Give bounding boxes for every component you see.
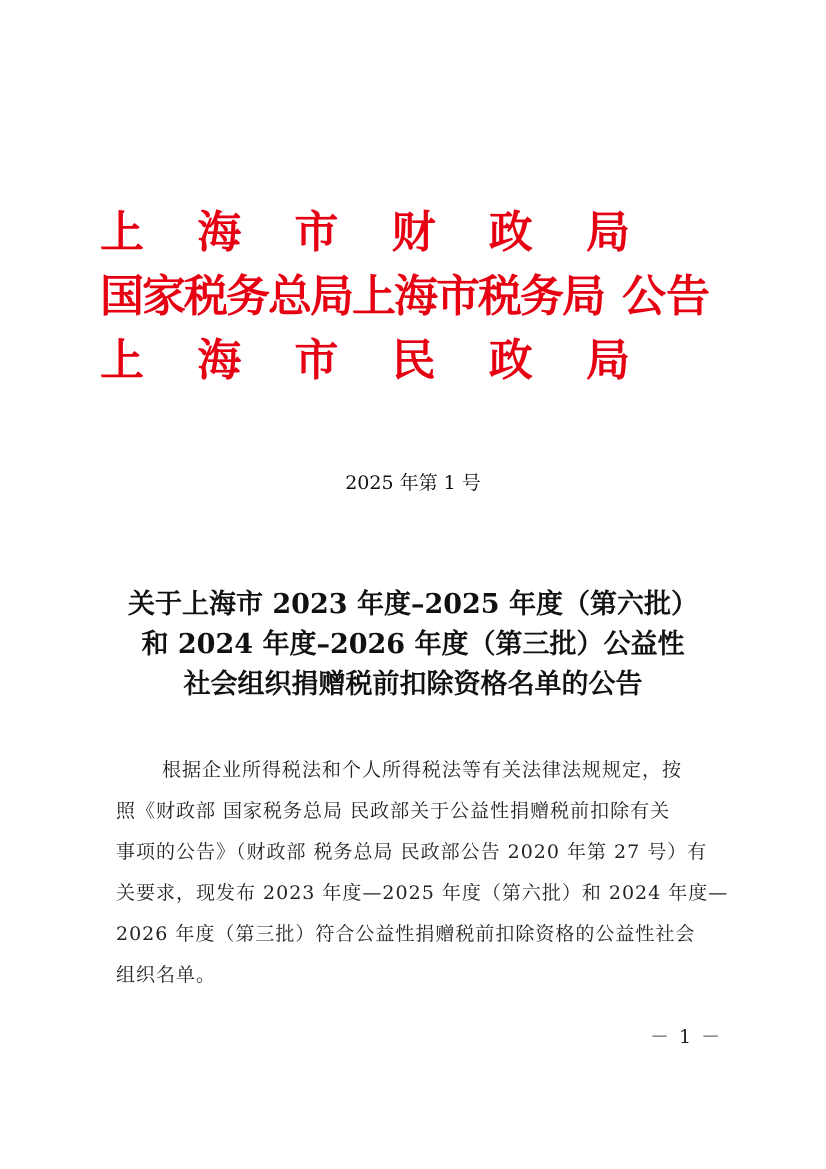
masthead-char: 海 bbox=[197, 207, 242, 258]
masthead-tax-bureau-name: 国家税务总局上海市税务局 bbox=[100, 271, 604, 322]
masthead-char: 市 bbox=[294, 335, 339, 386]
masthead-line-finance-bureau bbox=[100, 196, 630, 260]
masthead-char: 市 bbox=[294, 207, 339, 258]
page-number: － 1 － bbox=[650, 1026, 723, 1048]
title-line: 和 2024 年度–2026 年度（第三批）公益性 bbox=[141, 629, 685, 660]
masthead-char: 财 bbox=[391, 207, 436, 258]
masthead-announcement-label: 公告 bbox=[622, 271, 710, 322]
body-line: 照《财政部 国家税务总局 民政部关于公益性捐赠税前扣除有关 bbox=[116, 800, 671, 822]
masthead-char: 海 bbox=[197, 335, 242, 386]
masthead-line-tax-bureau bbox=[100, 260, 740, 324]
masthead-char: 民 bbox=[391, 335, 436, 386]
body-line: 根据企业所得税法和个人所得税法等有关法律法规规定，按 bbox=[162, 759, 683, 781]
masthead-line-civil-affairs-bureau bbox=[100, 324, 630, 388]
body-line: 关要求，现发布 2023 年度—2025 年度（第六批）和 2024 年度— bbox=[116, 882, 729, 904]
masthead-char: 上 bbox=[100, 207, 144, 258]
title-line: 社会组织捐赠税前扣除资格名单的公告 bbox=[183, 669, 643, 700]
document-title bbox=[60, 585, 766, 705]
masthead-char: 上 bbox=[100, 335, 144, 386]
masthead-char: 局 bbox=[585, 335, 630, 386]
document-number: 2025 年第 1 号 bbox=[345, 472, 481, 494]
body-paragraph bbox=[116, 750, 729, 996]
body-line: 2026 年度（第三批）符合公益性捐赠税前扣除资格的公益性社会 bbox=[116, 923, 696, 945]
masthead-char: 局 bbox=[585, 207, 630, 258]
body-line: 事项的公告》（财政部 税务总局 民政部公告 2020 年第 27 号）有 bbox=[116, 841, 708, 863]
title-line: 关于上海市 2023 年度–2025 年度（第六批） bbox=[128, 589, 698, 620]
masthead-char: 政 bbox=[488, 335, 533, 386]
body-line: 组织名单。 bbox=[116, 964, 217, 986]
red-masthead bbox=[100, 196, 740, 388]
masthead-char: 政 bbox=[488, 207, 533, 258]
